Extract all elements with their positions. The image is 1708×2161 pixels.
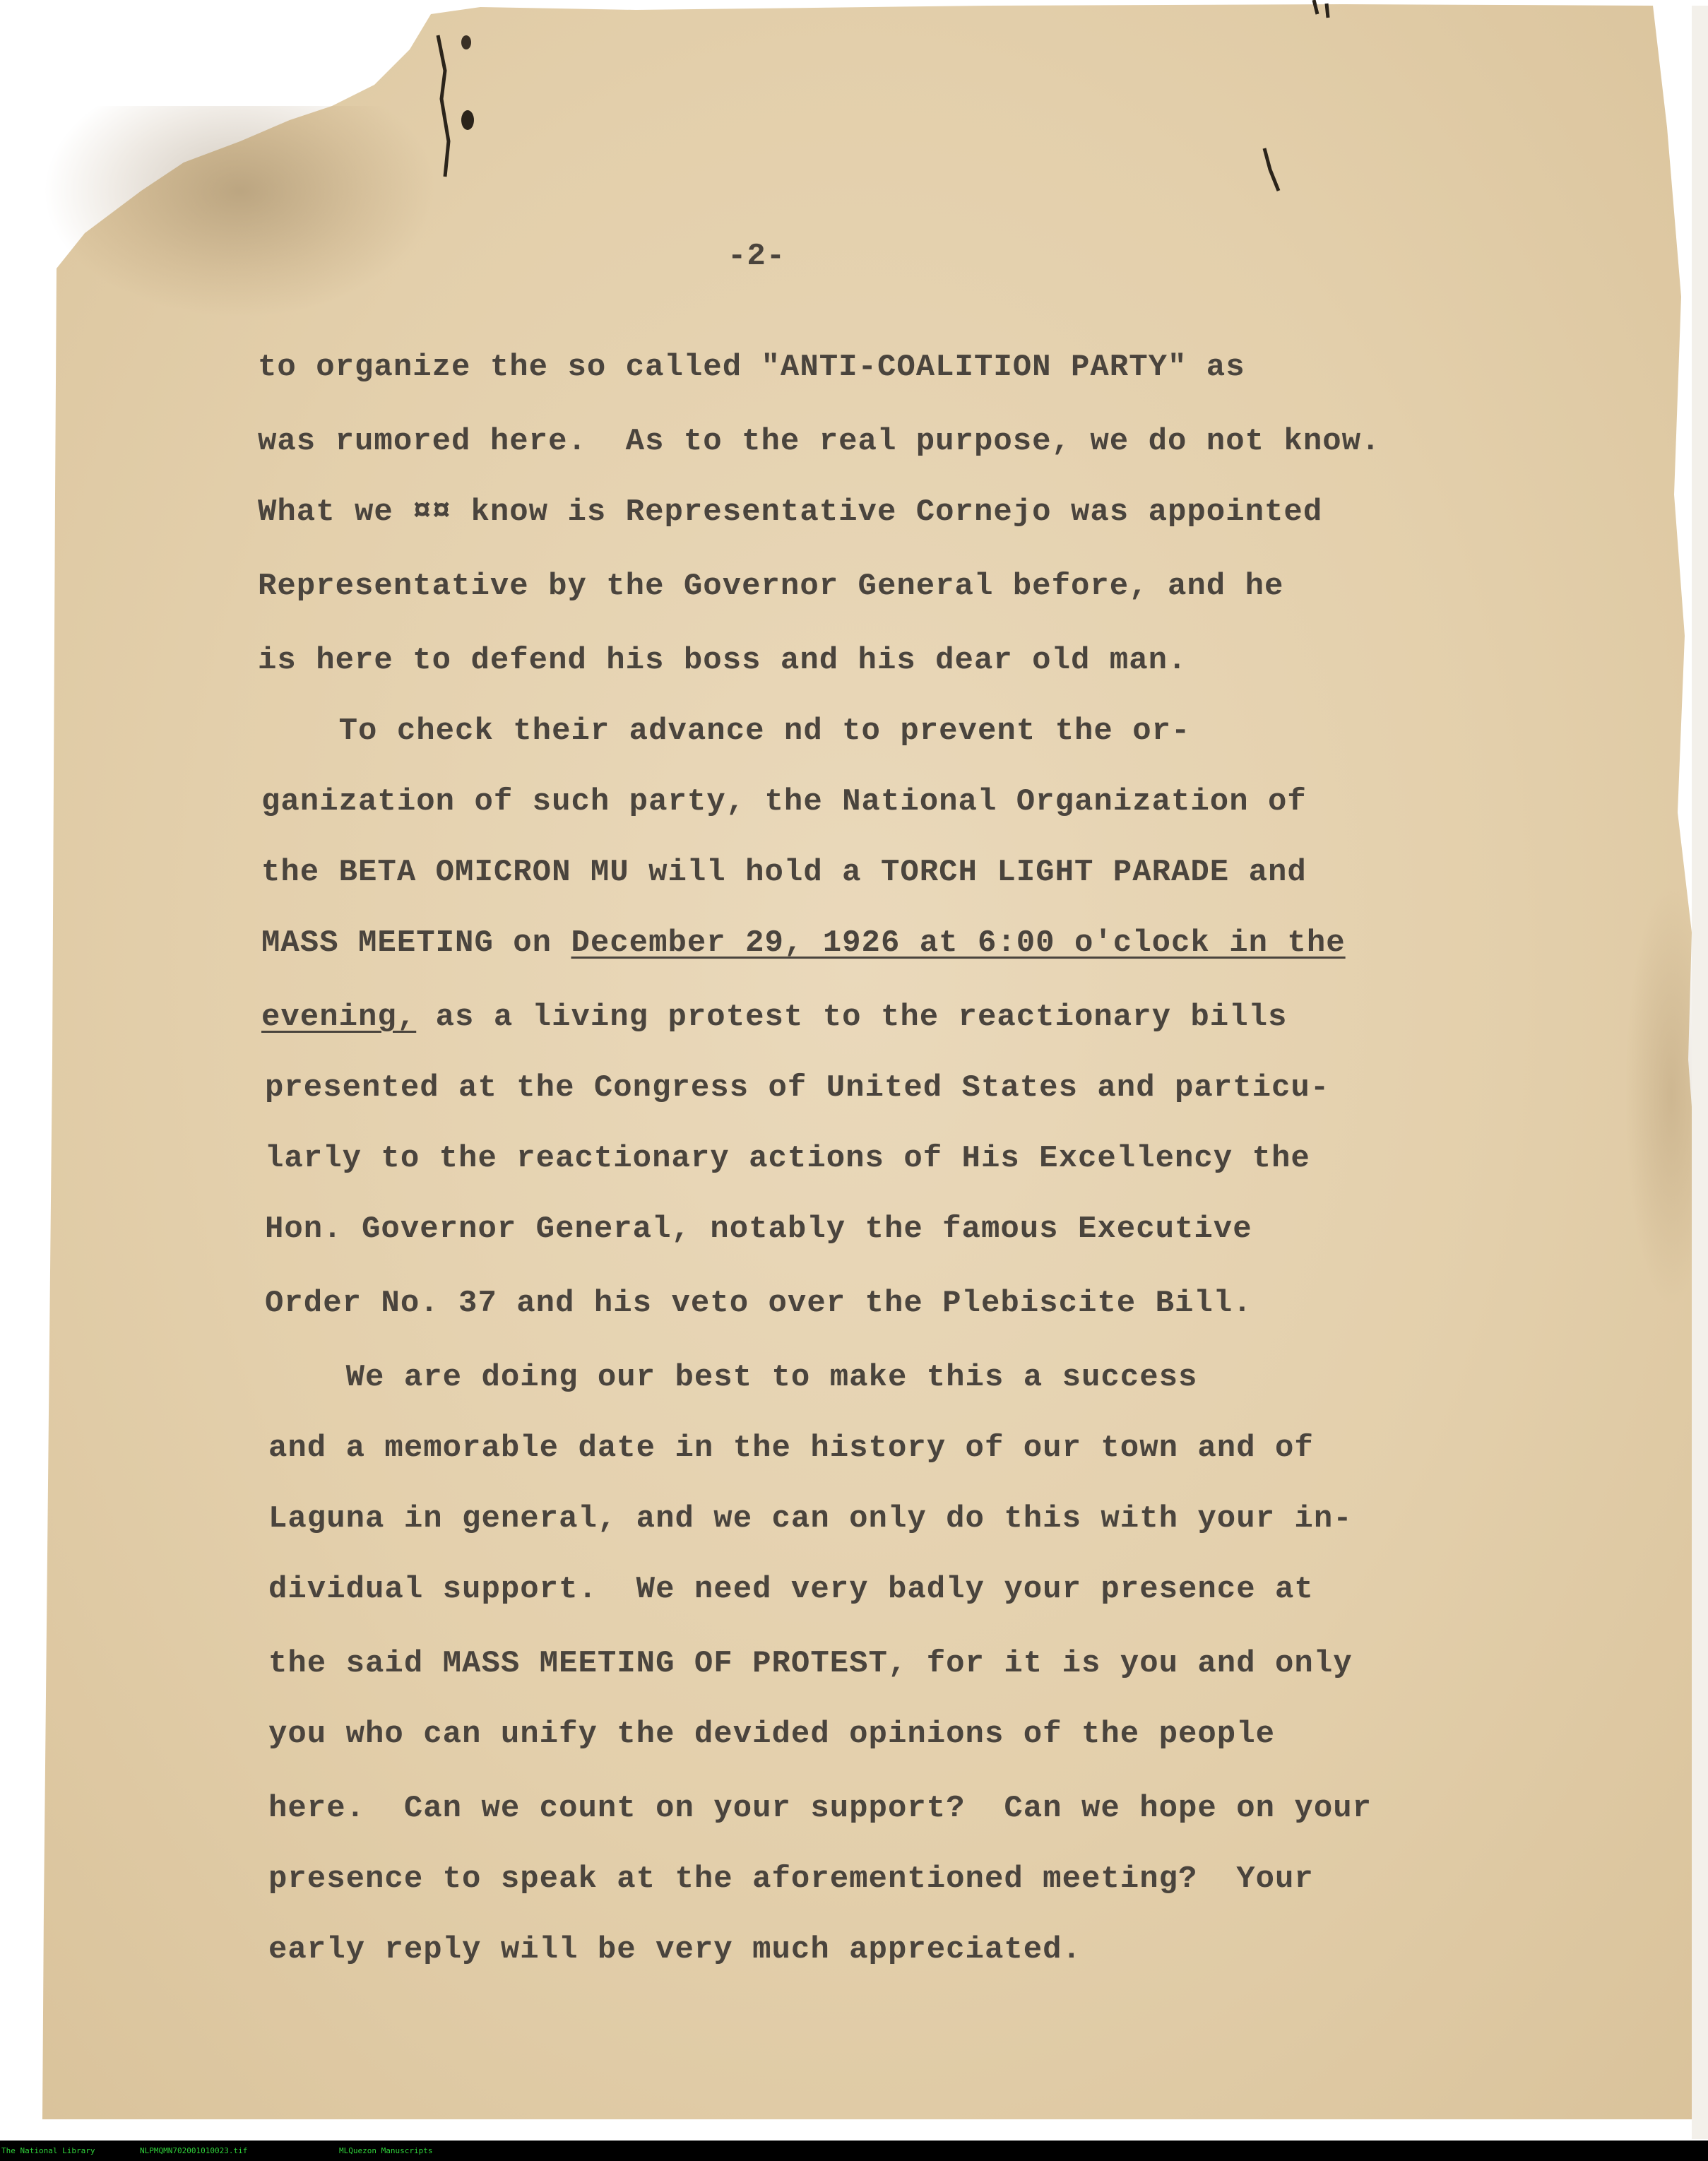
staple-marks <box>396 0 1384 198</box>
punch-mark <box>438 35 449 177</box>
underlined-date: December 29, 1926 at 6:00 o'clock in the <box>571 925 1346 961</box>
text-line: early reply will be very much appreciated. <box>268 1932 1081 1967</box>
footer-library: The National Library <box>1 2146 95 2155</box>
text-line: was rumored here. As to the real purpose, we do not know. <box>258 424 1381 459</box>
punch-hole <box>461 110 474 130</box>
text-line: larly to the reactionary actions of His Excellency the <box>265 1141 1310 1176</box>
torn-corner-stain <box>42 106 438 318</box>
text-line: What we ¤¤ know is Representative Cornejo was appointed <box>258 495 1323 530</box>
text-line: to organize the so called "ANTI-COALITION PARTY" as <box>258 350 1245 385</box>
text-line: dividual support. We need very badly your presence at <box>268 1572 1314 1607</box>
text-line: Representative by the Governor General before, and he <box>258 569 1284 604</box>
text-line: here. Can we count on your support? Can we hope on your <box>268 1791 1372 1826</box>
page-number: -2- <box>728 239 786 274</box>
text-line: Laguna in general, and we can only do this with your in- <box>268 1501 1353 1537</box>
punch-mark <box>1264 148 1279 191</box>
footer-file-id: NLPMQMN702001010023.tif <box>140 2146 248 2155</box>
punch-hole <box>461 35 471 49</box>
text-line: Order No. 37 and his veto over the Plebiscite Bill. <box>265 1286 1252 1321</box>
text-line: Hon. Governor General, notably the famous Executive <box>265 1212 1252 1247</box>
text-line <box>261 1000 1287 1035</box>
text-line: is here to defend his boss and his dear old man. <box>258 643 1187 678</box>
text-segment: as a living protest to the reactionary bills <box>416 1000 1288 1035</box>
text-line: To check their advance nd to prevent the or- <box>261 714 1191 749</box>
paper-edge <box>1692 6 1708 2139</box>
scan-footer <box>0 2141 1708 2161</box>
text-line: and a memorable date in the history of our town and of <box>268 1431 1314 1466</box>
text-line: the said MASS MEETING OF PROTEST, for it is you and only <box>268 1646 1353 1681</box>
underlined-time: evening, <box>261 1000 417 1035</box>
text-line: presence to speak at the aforementioned meeting? Your <box>268 1861 1314 1897</box>
text-line: you who can unify the devided opinions of the people <box>268 1717 1276 1752</box>
edge-stain <box>1625 883 1702 1307</box>
text-segment: MASS MEETING on <box>261 925 571 961</box>
footer-collection: MLQuezon Manuscripts <box>339 2146 433 2155</box>
text-line: presented at the Congress of United States and particu- <box>265 1070 1330 1106</box>
text-line: ganization of such party, the National Organization of <box>261 784 1307 819</box>
punch-mark <box>1314 0 1328 18</box>
text-line: We are doing our best to make this a success <box>268 1360 1198 1395</box>
text-line <box>261 925 1346 961</box>
text-line: the BETA OMICRON MU will hold a TORCH LIGHT PARADE and <box>261 855 1307 890</box>
